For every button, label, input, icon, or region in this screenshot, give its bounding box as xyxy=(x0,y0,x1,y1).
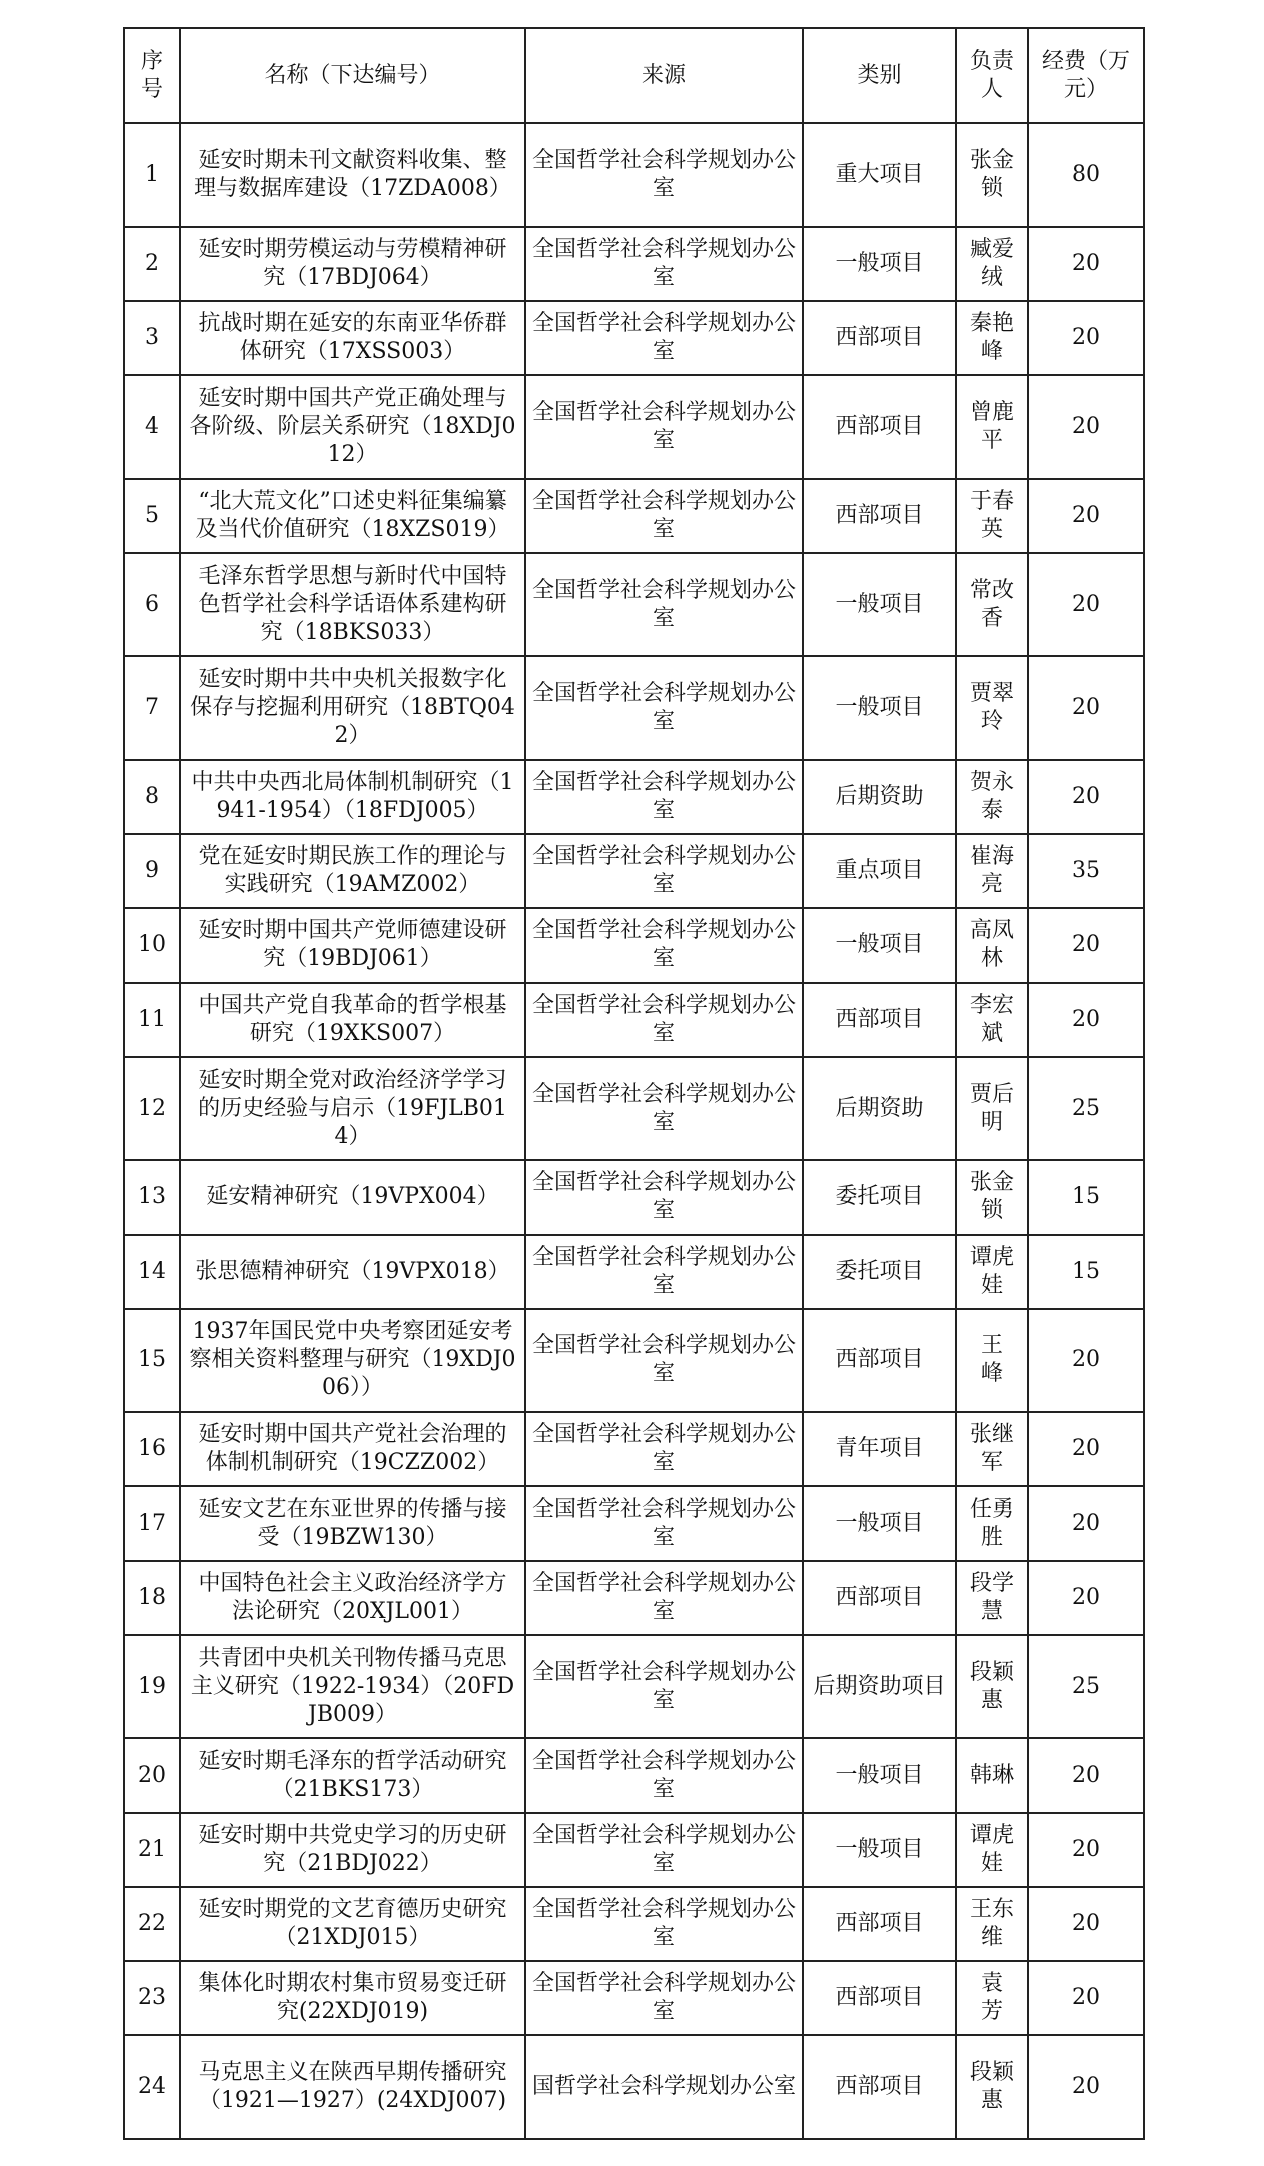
cell-source: 全国哲学社会科学规划办公室 xyxy=(525,1412,803,1486)
cell-index: 7 xyxy=(124,656,180,760)
cell-index: 24 xyxy=(124,2035,180,2139)
header-category: 类别 xyxy=(803,28,956,123)
cell-index: 21 xyxy=(124,1813,180,1887)
cell-funding: 80 xyxy=(1028,123,1144,227)
cell-funding: 20 xyxy=(1028,2035,1144,2139)
cell-name: 毛泽东哲学思想与新时代中国特色哲学社会科学话语体系建构研究（18BKS033） xyxy=(180,553,525,657)
cell-person: 张继军 xyxy=(956,1412,1028,1486)
cell-category: 西部项目 xyxy=(803,1961,956,2035)
table-row xyxy=(124,479,1144,553)
header-name: 名称（下达编号） xyxy=(180,28,525,123)
header-person: 负责人 xyxy=(956,28,1028,123)
cell-category: 委托项目 xyxy=(803,1235,956,1309)
cell-funding: 20 xyxy=(1028,1738,1144,1812)
table-row xyxy=(124,908,1144,982)
cell-source: 全国哲学社会科学规划办公室 xyxy=(525,760,803,834)
cell-name: 延安时期中国共产党师德建设研究（19BDJ061） xyxy=(180,908,525,982)
cell-person: 袁 芳 xyxy=(956,1961,1028,2035)
cell-source: 全国哲学社会科学规划办公室 xyxy=(525,656,803,760)
table-row xyxy=(124,656,1144,760)
cell-category: 西部项目 xyxy=(803,1309,956,1413)
cell-person: 贾后明 xyxy=(956,1057,1028,1161)
cell-index: 2 xyxy=(124,227,180,301)
table-row xyxy=(124,1813,1144,1887)
cell-name: 中国特色社会主义政治经济学方法论研究（20XJL001） xyxy=(180,1561,525,1635)
cell-funding: 20 xyxy=(1028,1813,1144,1887)
cell-source: 全国哲学社会科学规划办公室 xyxy=(525,908,803,982)
cell-name: 延安时期中共党史学习的历史研究（21BDJ022） xyxy=(180,1813,525,1887)
cell-name: “北大荒文化”口述史料征集编纂及当代价值研究（18XZS019） xyxy=(180,479,525,553)
cell-source: 全国哲学社会科学规划办公室 xyxy=(525,834,803,908)
cell-name: 集体化时期农村集市贸易变迁研究(22XDJ019) xyxy=(180,1961,525,2035)
table-row xyxy=(124,1961,1144,2035)
cell-funding: 20 xyxy=(1028,301,1144,375)
cell-category: 一般项目 xyxy=(803,553,956,657)
cell-funding: 20 xyxy=(1028,1309,1144,1413)
cell-source: 国哲学社会科学规划办公室 xyxy=(525,2035,803,2139)
cell-source: 全国哲学社会科学规划办公室 xyxy=(525,1309,803,1413)
cell-person: 韩琳 xyxy=(956,1738,1028,1812)
cell-source: 全国哲学社会科学规划办公室 xyxy=(525,479,803,553)
cell-funding: 20 xyxy=(1028,1961,1144,2035)
cell-index: 18 xyxy=(124,1561,180,1635)
table-row xyxy=(124,375,1144,479)
cell-person: 臧爱绒 xyxy=(956,227,1028,301)
cell-category: 一般项目 xyxy=(803,656,956,760)
cell-name: 抗战时期在延安的东南亚华侨群体研究（17XSS003） xyxy=(180,301,525,375)
cell-funding: 15 xyxy=(1028,1235,1144,1309)
cell-category: 重大项目 xyxy=(803,123,956,227)
table-row xyxy=(124,1561,1144,1635)
table-header-row xyxy=(124,28,1144,123)
cell-person: 贾翠玲 xyxy=(956,656,1028,760)
table-row xyxy=(124,553,1144,657)
cell-person: 谭虎娃 xyxy=(956,1813,1028,1887)
cell-person: 段颖惠 xyxy=(956,1635,1028,1739)
cell-funding: 20 xyxy=(1028,1486,1144,1560)
table-row xyxy=(124,1486,1144,1560)
cell-index: 23 xyxy=(124,1961,180,2035)
cell-funding: 20 xyxy=(1028,656,1144,760)
cell-source: 全国哲学社会科学规划办公室 xyxy=(525,1813,803,1887)
cell-funding: 20 xyxy=(1028,479,1144,553)
cell-name: 中国共产党自我革命的哲学根基研究（19XKS007） xyxy=(180,983,525,1057)
table-row xyxy=(124,1160,1144,1234)
table-row xyxy=(124,1738,1144,1812)
header-index: 序号 xyxy=(124,28,180,123)
table-row xyxy=(124,1887,1144,1961)
table-row xyxy=(124,1635,1144,1739)
cell-person: 曾鹿平 xyxy=(956,375,1028,479)
cell-name: 党在延安时期民族工作的理论与实践研究（19AMZ002） xyxy=(180,834,525,908)
cell-index: 4 xyxy=(124,375,180,479)
cell-name: 延安文艺在东亚世界的传播与接受（19BZW130） xyxy=(180,1486,525,1560)
cell-index: 11 xyxy=(124,983,180,1057)
cell-funding: 15 xyxy=(1028,1160,1144,1234)
cell-person: 贺永泰 xyxy=(956,760,1028,834)
cell-source: 全国哲学社会科学规划办公室 xyxy=(525,1486,803,1560)
cell-index: 14 xyxy=(124,1235,180,1309)
cell-funding: 20 xyxy=(1028,1561,1144,1635)
cell-name: 延安时期劳模运动与劳模精神研究（17BDJ064） xyxy=(180,227,525,301)
cell-person: 常改香 xyxy=(956,553,1028,657)
cell-index: 13 xyxy=(124,1160,180,1234)
cell-source: 全国哲学社会科学规划办公室 xyxy=(525,983,803,1057)
cell-index: 12 xyxy=(124,1057,180,1161)
cell-funding: 20 xyxy=(1028,1887,1144,1961)
cell-person: 王 峰 xyxy=(956,1309,1028,1413)
cell-person: 李宏斌 xyxy=(956,983,1028,1057)
cell-name: 延安时期中国共产党社会治理的体制机制研究（19CZZ002） xyxy=(180,1412,525,1486)
table-row xyxy=(124,834,1144,908)
cell-source: 全国哲学社会科学规划办公室 xyxy=(525,1887,803,1961)
cell-category: 西部项目 xyxy=(803,1561,956,1635)
cell-category: 一般项目 xyxy=(803,1738,956,1812)
cell-funding: 20 xyxy=(1028,908,1144,982)
table-row xyxy=(124,1235,1144,1309)
cell-category: 后期资助 xyxy=(803,1057,956,1161)
cell-source: 全国哲学社会科学规划办公室 xyxy=(525,123,803,227)
cell-source: 全国哲学社会科学规划办公室 xyxy=(525,1057,803,1161)
cell-category: 一般项目 xyxy=(803,1486,956,1560)
cell-category: 一般项目 xyxy=(803,908,956,982)
cell-name: 中共中央西北局体制机制研究（1941-1954）（18FDJ005） xyxy=(180,760,525,834)
table-row xyxy=(124,227,1144,301)
cell-category: 后期资助 xyxy=(803,760,956,834)
cell-index: 17 xyxy=(124,1486,180,1560)
cell-name: 延安时期党的文艺育德历史研究（21XDJ015） xyxy=(180,1887,525,1961)
cell-person: 崔海亮 xyxy=(956,834,1028,908)
cell-source: 全国哲学社会科学规划办公室 xyxy=(525,227,803,301)
cell-funding: 20 xyxy=(1028,1412,1144,1486)
cell-person: 谭虎娃 xyxy=(956,1235,1028,1309)
cell-index: 1 xyxy=(124,123,180,227)
cell-funding: 20 xyxy=(1028,553,1144,657)
table-row xyxy=(124,1309,1144,1413)
cell-source: 全国哲学社会科学规划办公室 xyxy=(525,1738,803,1812)
cell-funding: 20 xyxy=(1028,227,1144,301)
cell-name: 延安时期中国共产党正确处理与各阶级、阶层关系研究（18XDJ012） xyxy=(180,375,525,479)
cell-person: 王东维 xyxy=(956,1887,1028,1961)
cell-name: 张思德精神研究（19VPX018） xyxy=(180,1235,525,1309)
cell-name: 共青团中央机关刊物传播马克思主义研究（1922-1934）（20FDJB009） xyxy=(180,1635,525,1739)
cell-index: 15 xyxy=(124,1309,180,1413)
table-row xyxy=(124,1057,1144,1161)
cell-index: 22 xyxy=(124,1887,180,1961)
cell-person: 张金锁 xyxy=(956,1160,1028,1234)
table-row xyxy=(124,123,1144,227)
cell-name: 延安时期未刊文献资料收集、整理与数据库建设（17ZDA008） xyxy=(180,123,525,227)
header-funding: 经费（万元） xyxy=(1028,28,1144,123)
table-row xyxy=(124,983,1144,1057)
table-row xyxy=(124,2035,1144,2139)
cell-category: 委托项目 xyxy=(803,1160,956,1234)
cell-person: 任勇胜 xyxy=(956,1486,1028,1560)
cell-funding: 20 xyxy=(1028,760,1144,834)
table-row xyxy=(124,1412,1144,1486)
cell-name: 延安精神研究（19VPX004） xyxy=(180,1160,525,1234)
cell-funding: 35 xyxy=(1028,834,1144,908)
cell-index: 8 xyxy=(124,760,180,834)
cell-category: 西部项目 xyxy=(803,2035,956,2139)
table-body xyxy=(124,123,1144,2139)
cell-name: 1937年国民党中央考察团延安考察相关资料整理与研究（19XDJ006）） xyxy=(180,1309,525,1413)
cell-category: 西部项目 xyxy=(803,301,956,375)
cell-source: 全国哲学社会科学规划办公室 xyxy=(525,553,803,657)
cell-source: 全国哲学社会科学规划办公室 xyxy=(525,1961,803,2035)
table-row xyxy=(124,301,1144,375)
cell-source: 全国哲学社会科学规划办公室 xyxy=(525,375,803,479)
cell-index: 16 xyxy=(124,1412,180,1486)
cell-index: 5 xyxy=(124,479,180,553)
cell-source: 全国哲学社会科学规划办公室 xyxy=(525,1160,803,1234)
cell-funding: 25 xyxy=(1028,1057,1144,1161)
cell-index: 19 xyxy=(124,1635,180,1739)
cell-source: 全国哲学社会科学规划办公室 xyxy=(525,1235,803,1309)
cell-funding: 20 xyxy=(1028,983,1144,1057)
cell-person: 张金锁 xyxy=(956,123,1028,227)
cell-index: 6 xyxy=(124,553,180,657)
cell-category: 青年项目 xyxy=(803,1412,956,1486)
cell-index: 10 xyxy=(124,908,180,982)
cell-category: 西部项目 xyxy=(803,479,956,553)
cell-category: 重点项目 xyxy=(803,834,956,908)
cell-person: 段学慧 xyxy=(956,1561,1028,1635)
cell-category: 后期资助项目 xyxy=(803,1635,956,1739)
cell-funding: 20 xyxy=(1028,375,1144,479)
table-row xyxy=(124,760,1144,834)
cell-index: 3 xyxy=(124,301,180,375)
cell-name: 延安时期中共中央机关报数字化保存与挖掘利用研究（18BTQ042） xyxy=(180,656,525,760)
cell-person: 段颖惠 xyxy=(956,2035,1028,2139)
cell-source: 全国哲学社会科学规划办公室 xyxy=(525,301,803,375)
cell-category: 西部项目 xyxy=(803,375,956,479)
cell-index: 20 xyxy=(124,1738,180,1812)
cell-source: 全国哲学社会科学规划办公室 xyxy=(525,1635,803,1739)
cell-category: 西部项目 xyxy=(803,1887,956,1961)
cell-funding: 25 xyxy=(1028,1635,1144,1739)
cell-category: 一般项目 xyxy=(803,1813,956,1887)
cell-name: 延安时期全党对政治经济学学习的历史经验与启示（19FJLB014） xyxy=(180,1057,525,1161)
cell-name: 马克思主义在陕西早期传播研究（1921—1927）(24XDJ007) xyxy=(180,2035,525,2139)
cell-source: 全国哲学社会科学规划办公室 xyxy=(525,1561,803,1635)
cell-name: 延安时期毛泽东的哲学活动研究（21BKS173） xyxy=(180,1738,525,1812)
cell-person: 秦艳峰 xyxy=(956,301,1028,375)
cell-category: 一般项目 xyxy=(803,227,956,301)
cell-index: 9 xyxy=(124,834,180,908)
cell-person: 于春英 xyxy=(956,479,1028,553)
cell-category: 西部项目 xyxy=(803,983,956,1057)
cell-person: 高凤林 xyxy=(956,908,1028,982)
header-source: 来源 xyxy=(525,28,803,123)
project-table xyxy=(123,27,1145,2140)
